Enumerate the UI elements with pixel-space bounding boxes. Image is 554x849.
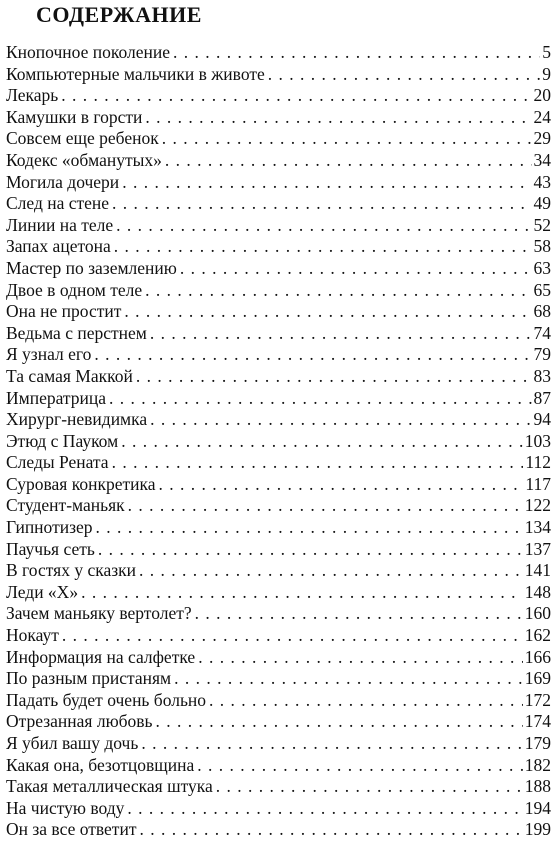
dot-leader (216, 776, 523, 798)
toc-entry-title: Он за все ответит (6, 819, 137, 840)
toc-entry-title: Какая она, безотцовщина (6, 754, 195, 775)
toc-entry-title: Запах ацетона (6, 236, 111, 257)
toc-entry-title: На чистую воду (6, 797, 125, 818)
toc-entry-title: Кодекс «обманутых» (6, 149, 162, 170)
toc-entry-title: Отрезанная любовь (6, 711, 153, 732)
toc-entry-title: Компьютерные мальчики в животе (6, 63, 265, 84)
toc-entry (6, 85, 551, 107)
dot-leader (121, 431, 523, 453)
toc-entry-title: Ведьма с перстнем (6, 322, 147, 343)
toc-entry (6, 647, 551, 669)
toc-entry (6, 431, 551, 453)
toc-entry-page: 34 (533, 149, 551, 170)
toc-entry (6, 280, 551, 302)
toc-entry-title: Такая металлическая штука (6, 776, 213, 797)
dot-leader (173, 42, 540, 64)
dot-leader (116, 215, 531, 237)
toc-entry-title: Я узнал его (6, 344, 92, 365)
toc-entry (6, 344, 551, 366)
page-title: СОДЕРЖАНИЕ (36, 2, 202, 27)
toc-entry (6, 452, 551, 474)
dot-leader (150, 409, 531, 431)
toc-entry (6, 798, 551, 820)
toc-entry-page: 117 (525, 473, 551, 494)
toc-entry-title: Мастер по заземлению (6, 257, 177, 278)
toc-entry (6, 258, 551, 280)
toc-entry (6, 193, 551, 215)
toc-entry-title: Могила дочери (6, 171, 120, 192)
dot-leader (114, 236, 532, 258)
toc-entry (6, 128, 551, 150)
toc-entry (6, 582, 551, 604)
dot-leader (127, 798, 522, 820)
toc-entry-title: Суровая конкретика (6, 473, 156, 494)
toc-entry (6, 172, 551, 194)
dot-leader (162, 128, 532, 150)
dot-leader (136, 366, 532, 388)
toc-entry-page: 174 (524, 711, 551, 732)
toc-entry-page: 194 (524, 797, 551, 818)
toc-entry-title: Следы Рената (6, 452, 109, 473)
toc-entry-page: 52 (533, 214, 551, 235)
toc-entry-page: 166 (524, 646, 551, 667)
dot-leader (139, 560, 523, 582)
toc-entry-page: 160 (524, 603, 551, 624)
dot-leader (197, 755, 522, 777)
toc-entry-page: 169 (524, 668, 551, 689)
dot-leader (165, 150, 532, 172)
toc-entry-page: 179 (524, 733, 551, 753)
toc-entry-title: Камушки в горсти (6, 106, 143, 127)
dot-leader (122, 172, 531, 194)
dot-leader (180, 258, 532, 280)
toc-entry-title: Хирург-невидимка (6, 409, 148, 430)
dot-leader (112, 193, 531, 215)
dot-leader (174, 668, 523, 690)
toc-entry-title: Зачем маньяку вертолет? (6, 603, 192, 624)
toc-entry-title: След на стене (6, 193, 110, 214)
dot-leader (61, 85, 531, 107)
toc-entry-page: 182 (524, 754, 551, 775)
dot-leader (124, 301, 531, 323)
toc-entry-page: 83 (533, 365, 551, 386)
toc-entry (6, 236, 551, 258)
toc-entry (6, 539, 551, 561)
toc-entry (6, 107, 551, 129)
toc-entry-title: Кнопочное поколение (6, 42, 170, 62)
toc-entry-title: Двое в одном теле (6, 279, 143, 300)
toc-entry-page: 87 (533, 387, 551, 408)
dot-leader (268, 64, 541, 86)
toc-entry (6, 560, 551, 582)
toc-entry-page: 65 (533, 279, 551, 300)
dot-leader (62, 625, 523, 647)
toc-entry (6, 711, 551, 733)
toc-entry-page: 134 (524, 517, 551, 538)
dot-leader (96, 517, 523, 539)
toc-entry (6, 388, 551, 410)
toc-entry-page: 94 (533, 409, 551, 430)
dot-leader (139, 819, 522, 841)
toc-entry-title: Нокаут (6, 625, 59, 646)
toc-entry-title: В гостях у сказки (6, 560, 137, 581)
toc-entry (6, 755, 551, 777)
toc-entry-page: 122 (524, 495, 551, 516)
dot-leader (128, 495, 523, 517)
dot-leader (198, 647, 523, 669)
toc-entry-page: 112 (525, 452, 551, 473)
dot-leader (209, 690, 523, 712)
toc-entry (6, 668, 551, 690)
toc-entry (6, 625, 551, 647)
dot-leader (145, 107, 531, 129)
dot-leader (158, 474, 523, 496)
dot-leader (156, 711, 523, 733)
toc-entry-page: 20 (533, 85, 551, 106)
toc-entry (6, 474, 551, 496)
toc-entry-title: Линии на теле (6, 214, 114, 235)
toc-entry (6, 64, 551, 86)
toc-entry-page: 49 (533, 193, 551, 214)
toc-entry-page: 148 (524, 581, 551, 602)
toc-entry-page: 5 (542, 42, 551, 62)
toc-entry-page: 74 (533, 322, 551, 343)
toc-entry (6, 150, 551, 172)
toc-entry-page: 162 (524, 625, 551, 646)
toc-entry-page: 58 (533, 236, 551, 257)
toc-entry (6, 409, 551, 431)
toc-entry-title: Лекарь (6, 85, 59, 106)
toc-entry-page: 137 (524, 538, 551, 559)
toc-entry-page: 24 (533, 106, 551, 127)
toc-entry (6, 215, 551, 237)
table-of-contents (6, 42, 551, 841)
dot-leader (112, 452, 524, 474)
toc-entry-page: 103 (524, 430, 551, 451)
toc-entry (6, 690, 551, 712)
toc-entry-title: Этюд с Пауком (6, 430, 119, 451)
dot-leader (145, 280, 531, 302)
toc-entry-title: Совсем еще ребенок (6, 128, 159, 149)
toc-entry (6, 323, 551, 345)
dot-leader (195, 603, 523, 625)
toc-entry-page: 172 (524, 689, 551, 710)
toc-entry (6, 776, 551, 798)
toc-entry-title: Гипнотизер (6, 517, 93, 538)
toc-entry-title: Студент-маньяк (6, 495, 125, 516)
toc-entry (6, 301, 551, 323)
dot-leader (81, 582, 523, 604)
toc-entry-page: 9 (542, 63, 551, 84)
dot-leader (150, 323, 532, 345)
dot-leader (141, 733, 522, 755)
toc-entry-title: Она не простит (6, 301, 122, 322)
toc-entry-page: 79 (533, 344, 551, 365)
toc-entry-title: Леди «Х» (6, 581, 79, 602)
toc-entry-page: 29 (533, 128, 551, 149)
toc-entry-title: Та самая Маккой (6, 365, 133, 386)
toc-entry-title: Информация на салфетке (6, 646, 196, 667)
toc-entry-title: Паучья сеть (6, 538, 95, 559)
toc-entry-title: Императрица (6, 387, 107, 408)
dot-leader (98, 539, 523, 561)
toc-entry-page: 43 (533, 171, 551, 192)
toc-entry-title: Я убил вашу дочь (6, 733, 139, 753)
dot-leader (109, 388, 531, 410)
dot-leader (94, 344, 531, 366)
toc-entry (6, 603, 551, 625)
toc-entry-page: 141 (524, 560, 551, 581)
toc-entry-page: 68 (533, 301, 551, 322)
toc-entry (6, 42, 551, 64)
toc-entry (6, 733, 551, 755)
toc-entry (6, 517, 551, 539)
toc-entry (6, 819, 551, 841)
toc-entry-page: 63 (533, 257, 551, 278)
toc-entry-title: По разным пристаням (6, 668, 172, 689)
toc-entry-page: 199 (524, 819, 551, 840)
toc-entry-title: Падать будет очень больно (6, 689, 207, 710)
toc-entry (6, 366, 551, 388)
toc-entry-page: 188 (524, 776, 551, 797)
toc-entry (6, 495, 551, 517)
